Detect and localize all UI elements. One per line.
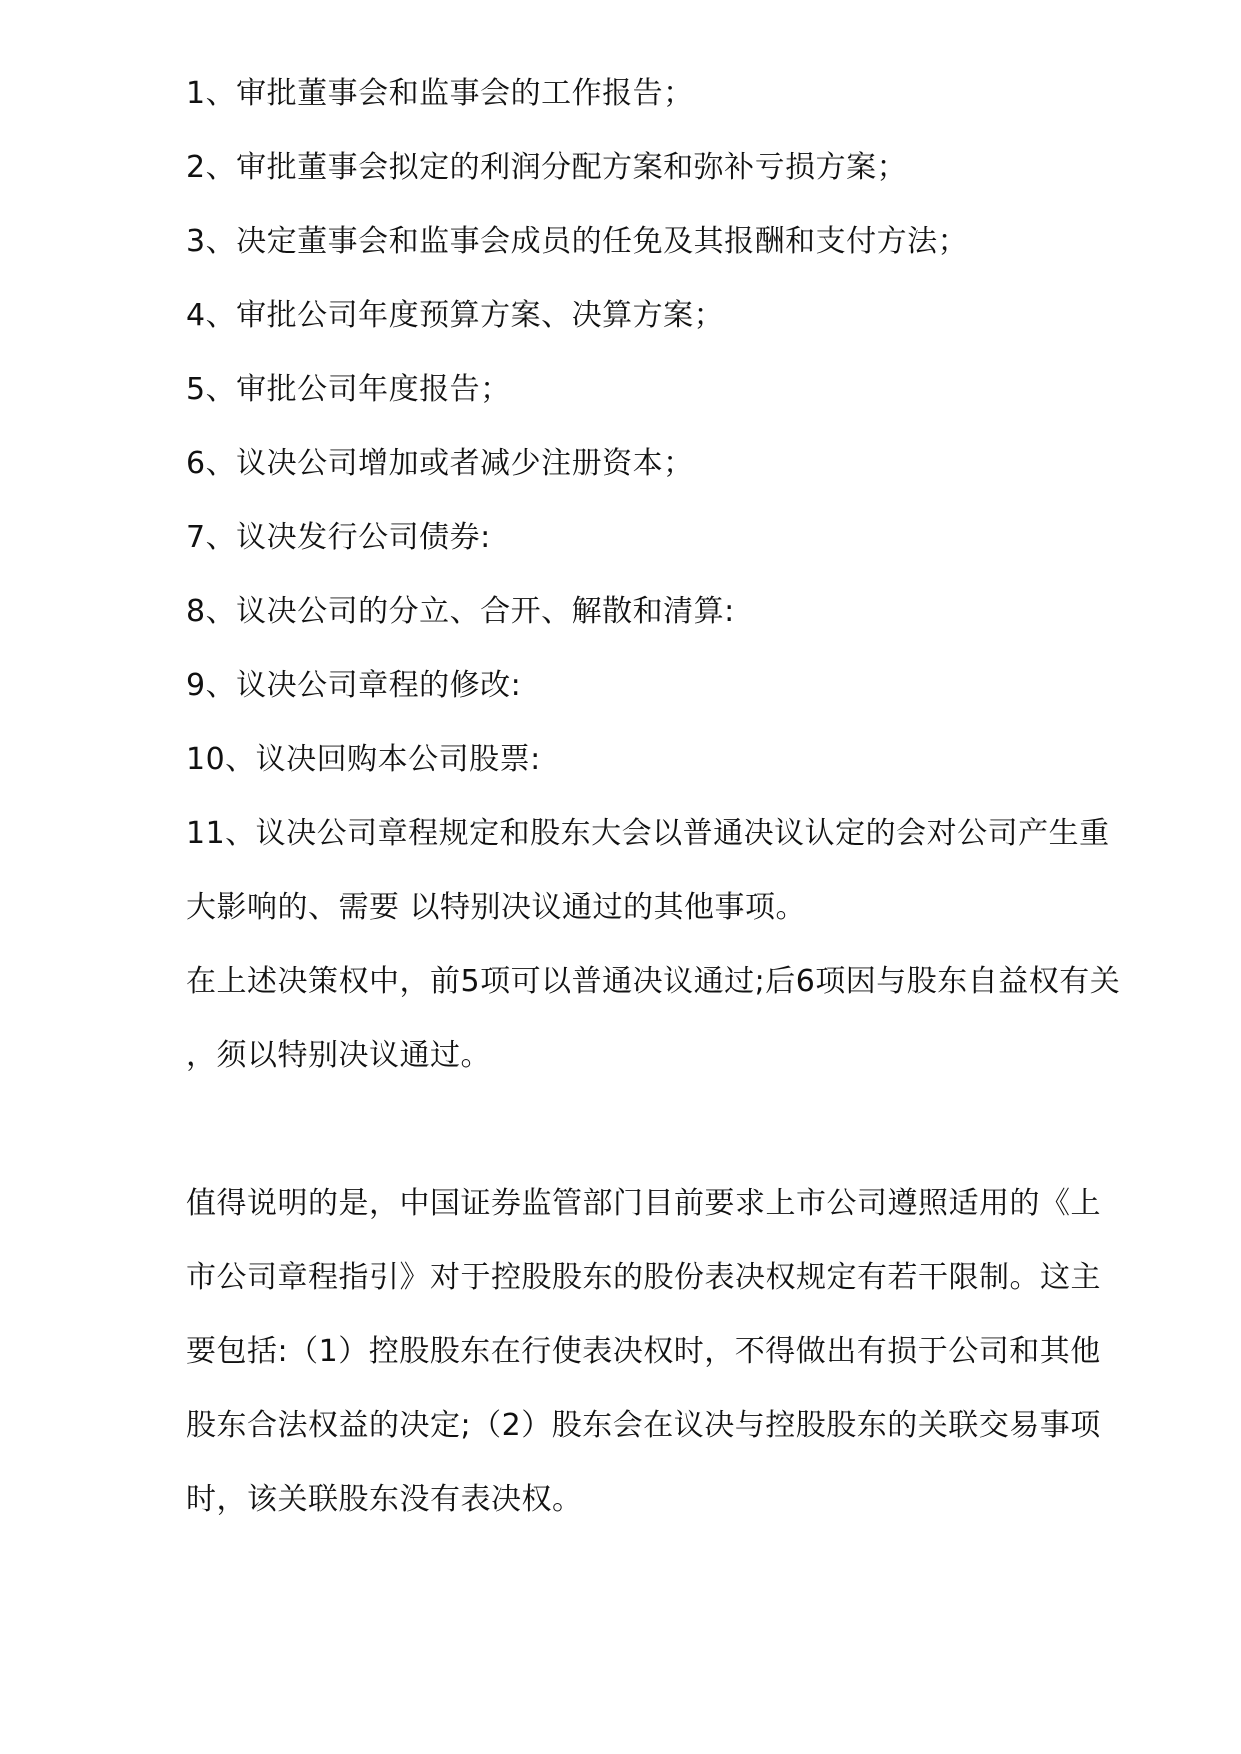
note-line-2: 市公司章程指引》对于控股股东的股份表决权规定有若干限制。这主	[186, 1260, 1101, 1295]
summary-line-1: 在上述决策权中，前5项可以普通决议通过;后6项因与股东自益权有关	[186, 964, 1121, 999]
list-item-11-line-2: 大影响的、需要 以特别决议通过的其他事项。	[186, 890, 807, 925]
list-item-1: 1、审批董事会和监事会的工作报告；	[186, 76, 694, 111]
list-item-3: 3、决定董事会和监事会成员的任免及其报酬和支付方法；	[186, 224, 969, 259]
list-item-9: 9、议决公司章程的修改:	[186, 668, 522, 703]
note-line-5: 时，该关联股东没有表决权。	[186, 1482, 583, 1517]
note-line-1: 值得说明的是，中国证券监管部门目前要求上市公司遵照适用的《上	[186, 1186, 1101, 1221]
list-item-11-line-1: 11、议决公司章程规定和股东大会以普通决议认定的会对公司产生重	[186, 816, 1110, 851]
summary-line-2: ，须以特别决议通过。	[186, 1038, 491, 1073]
list-item-7: 7、议决发行公司债券:	[186, 520, 491, 555]
list-item-10: 10、议决回购本公司股票:	[186, 742, 541, 777]
note-line-3: 要包括:（1）控股股东在行使表决权时，不得做出有损于公司和其他	[186, 1334, 1101, 1369]
list-item-5: 5、审批公司年度报告；	[186, 372, 511, 407]
list-item-6: 6、议决公司增加或者减少注册资本；	[186, 446, 694, 481]
list-item-2: 2、审批董事会拟定的利润分配方案和弥补亏损方案；	[186, 150, 908, 185]
note-line-4: 股东合法权益的决定;（2）股东会在议决与控股股东的关联交易事项	[186, 1408, 1101, 1443]
list-item-4: 4、审批公司年度预算方案、决算方案；	[186, 298, 725, 333]
list-item-8: 8、议决公司的分立、合开、解散和清算:	[186, 594, 735, 629]
